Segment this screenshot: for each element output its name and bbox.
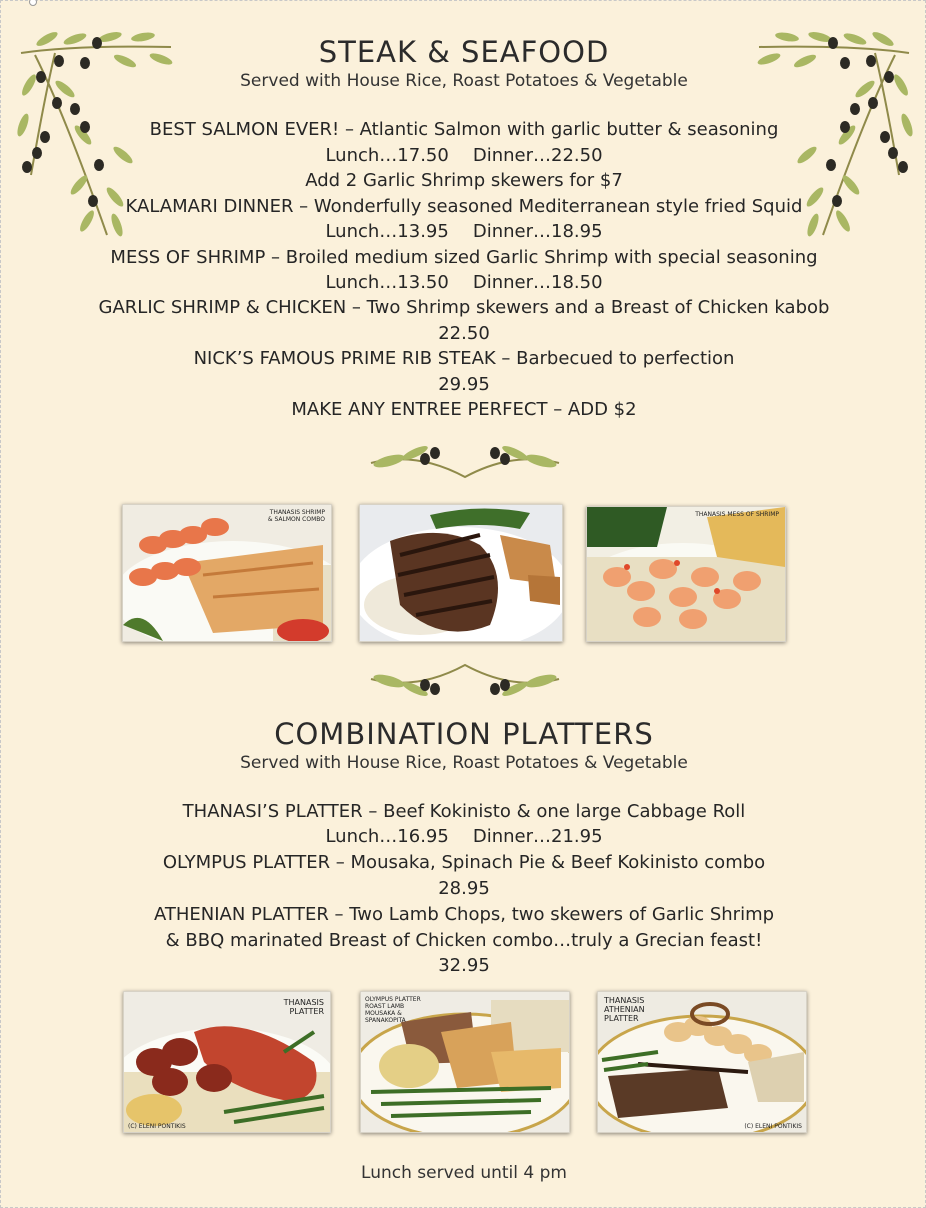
combination-title: COMBINATION PLATTERS — [274, 717, 654, 751]
olive-divider-icon — [367, 441, 563, 483]
photo-shrimp-salmon-combo — [122, 504, 332, 642]
item-garlic-shrimp-chicken: GARLIC SHRIMP & CHICKEN – Two Shrimp skewers and a Breast of Chicken kabob — [98, 297, 830, 318]
price-lunch: Lunch…13.95 — [325, 221, 449, 242]
item-garlic-shrimp-chicken-price: 22.50 — [438, 323, 490, 344]
photo-caption: THANASIS SHRIMP & SALMON COMBO — [267, 509, 325, 523]
price-lunch: Lunch…17.50 — [325, 145, 449, 166]
item-kalamari: KALAMARI DINNER – Wonderfully seasoned Mediterranean style fried Squid — [125, 196, 803, 217]
photo-mess-of-shrimp — [586, 506, 786, 642]
item-athenian-platter-line2: & BBQ marinated Breast of Chicken combo…truly a Grecian feast! — [165, 930, 763, 951]
mess-of-shrimp-image — [587, 507, 785, 641]
shrimp-salmon-image — [123, 505, 331, 641]
price-dinner: Dinner…18.95 — [472, 221, 603, 242]
price-lunch: Lunch…13.50 — [325, 272, 449, 293]
item-prime-rib: NICK’S FAMOUS PRIME RIB STEAK – Barbecued to perfection — [193, 348, 735, 369]
item-prime-rib-price: 29.95 — [438, 374, 490, 395]
photo-thanasis-platter — [123, 991, 331, 1133]
prime-rib-image — [360, 505, 562, 641]
photo-olympus-platter — [360, 991, 570, 1133]
combination-subtitle: Served with House Rice, Roast Potatoes & Vegetable — [240, 753, 688, 773]
photo-prime-rib — [359, 504, 563, 642]
item-kalamari-prices — [1, 221, 926, 242]
item-olympus-platter-price: 28.95 — [438, 878, 490, 899]
photo-caption: THANASIS PLATTER — [283, 998, 324, 1016]
item-salmon: BEST SALMON EVER! – Atlantic Salmon with garlic butter & seasoning — [149, 119, 779, 140]
photo-caption: THANASIS MESS OF SHRIMP — [695, 511, 779, 518]
item-athenian-platter: ATHENIAN PLATTER – Two Lamb Chops, two skewers of Garlic Shrimp — [153, 904, 775, 925]
price-dinner: Dinner…22.50 — [472, 145, 603, 166]
steak-seafood-subtitle: Served with House Rice, Roast Potatoes & Vegetable — [240, 71, 688, 91]
page-handle — [29, 0, 37, 6]
steak-seafood-title: STEAK & SEAFOOD — [318, 35, 610, 69]
item-salmon-addon: Add 2 Garlic Shrimp skewers for $7 — [305, 170, 623, 191]
item-salmon-prices — [1, 145, 926, 166]
price-dinner: Dinner…18.50 — [472, 272, 603, 293]
photo-credit: (C) ELENI PONTIKIS — [744, 1123, 802, 1130]
item-athenian-platter-price: 32.95 — [438, 955, 490, 976]
price-dinner: Dinner…21.95 — [472, 826, 603, 847]
lunch-footer-note: Lunch served until 4 pm — [361, 1163, 567, 1183]
photo-caption: THANASIS ATHENIAN PLATTER — [604, 996, 645, 1023]
item-thanasis-platter-prices — [1, 826, 926, 847]
item-mess-of-shrimp: MESS OF SHRIMP – Broiled medium sized Garlic Shrimp with special seasoning — [110, 247, 818, 268]
photo-credit: (C) ELENI PONTIKIS — [128, 1123, 186, 1130]
photo-caption: OLYMPUS PLATTER ROAST LAMB MOUSAKA & SPANAKOPITA — [365, 996, 421, 1024]
item-olympus-platter: OLYMPUS PLATTER – Mousaka, Spinach Pie & Beef Kokinisto combo — [162, 852, 766, 873]
price-lunch: Lunch…16.95 — [325, 826, 449, 847]
item-entree-addon: MAKE ANY ENTREE PERFECT – ADD $2 — [291, 399, 637, 420]
olive-divider-icon — [367, 659, 563, 701]
item-thanasis-platter: THANASI’S PLATTER – Beef Kokinisto & one large Cabbage Roll — [182, 801, 746, 822]
item-mess-of-shrimp-prices — [1, 272, 926, 293]
photo-athenian-platter — [597, 991, 807, 1133]
